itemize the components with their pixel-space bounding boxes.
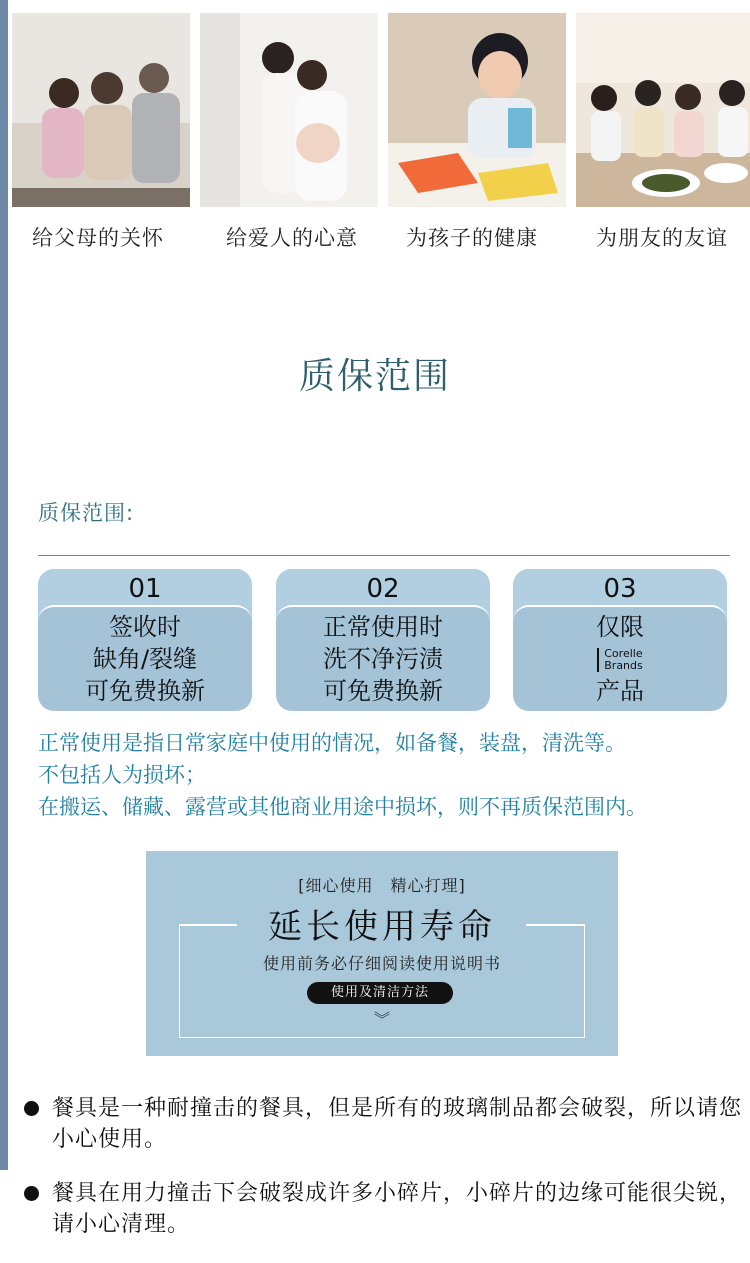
card-line: 可免费换新: [85, 677, 205, 705]
family-parents-photo: [12, 13, 190, 207]
card-body: [513, 605, 727, 711]
warranty-card-03: [513, 569, 727, 711]
note-line: 正常使用是指日常家庭中使用的情况，如备餐，装盘，清洗等。: [38, 731, 626, 755]
banner-title: 延长使用寿命: [268, 907, 496, 947]
card-line: 缺角/裂缝: [92, 645, 198, 673]
caption-children: 为孩子的健康: [406, 226, 538, 250]
caption-parents: 给父母的关怀: [32, 226, 164, 250]
scope-divider: [38, 555, 730, 556]
photo-strip: [12, 13, 750, 207]
usage-cleaning-button[interactable]: 使用及清洁方法: [307, 982, 453, 1004]
couple-photo: [200, 13, 378, 207]
card-body: [38, 605, 252, 711]
warranty-card-02: [276, 569, 490, 711]
card-line: 洗不净污渍: [323, 645, 443, 673]
bullet-dot-icon: [24, 1101, 39, 1116]
caution-list: [22, 1093, 747, 1263]
warranty-notes: [38, 727, 738, 823]
bullet-text: 餐具是一种耐撞击的餐具，但是所有的玻璃制品都会破裂，所以请您小心使用。: [52, 1096, 743, 1152]
card-line: 签收时: [109, 613, 181, 641]
banner-subtitle: 使用前务必仔细阅读使用说明书: [262, 954, 501, 973]
caption-partner: 给爱人的心意: [226, 226, 358, 250]
list-item: [22, 1178, 747, 1240]
card-line: 仅限: [596, 613, 644, 641]
chevron-down-icon: ︾: [373, 1010, 390, 1029]
bullet-dot-icon: [24, 1186, 39, 1201]
brand-line: Brands: [604, 659, 643, 672]
card-number: 03: [513, 569, 727, 605]
friends-dinner-photo: [576, 13, 750, 207]
corelle-brands-logo: [597, 648, 643, 672]
card-line: 可免费换新: [323, 677, 443, 705]
list-item: [22, 1093, 747, 1155]
note-line: 不包括人为损坏；: [38, 763, 206, 787]
card-number: 01: [38, 569, 252, 605]
caption-friends: 为朋友的友谊: [596, 226, 728, 250]
section-title: 质保范围: [298, 356, 451, 397]
note-line: 在搬运、储藏、露营或其他商业用途中损坏，则不再质保范围内。: [38, 795, 647, 819]
card-body: [276, 605, 490, 711]
warranty-card-01: [38, 569, 252, 711]
banner-tag: [细心使用 精心打理]: [298, 876, 466, 895]
care-banner: [146, 851, 618, 1056]
brand-line: Corelle: [604, 647, 643, 660]
card-number: 02: [276, 569, 490, 605]
card-line: 产品: [596, 677, 644, 705]
bullet-text: 餐具在用力撞击下会破裂成许多小碎片，小碎片的边缘可能很尖锐，请小心清理。: [52, 1181, 743, 1237]
photo-captions: [0, 222, 750, 252]
child-drawing-photo: [388, 13, 566, 207]
card-line: 正常使用时: [323, 613, 443, 641]
left-accent-rule: [0, 0, 8, 1170]
scope-label: 质保范围:: [38, 501, 135, 525]
